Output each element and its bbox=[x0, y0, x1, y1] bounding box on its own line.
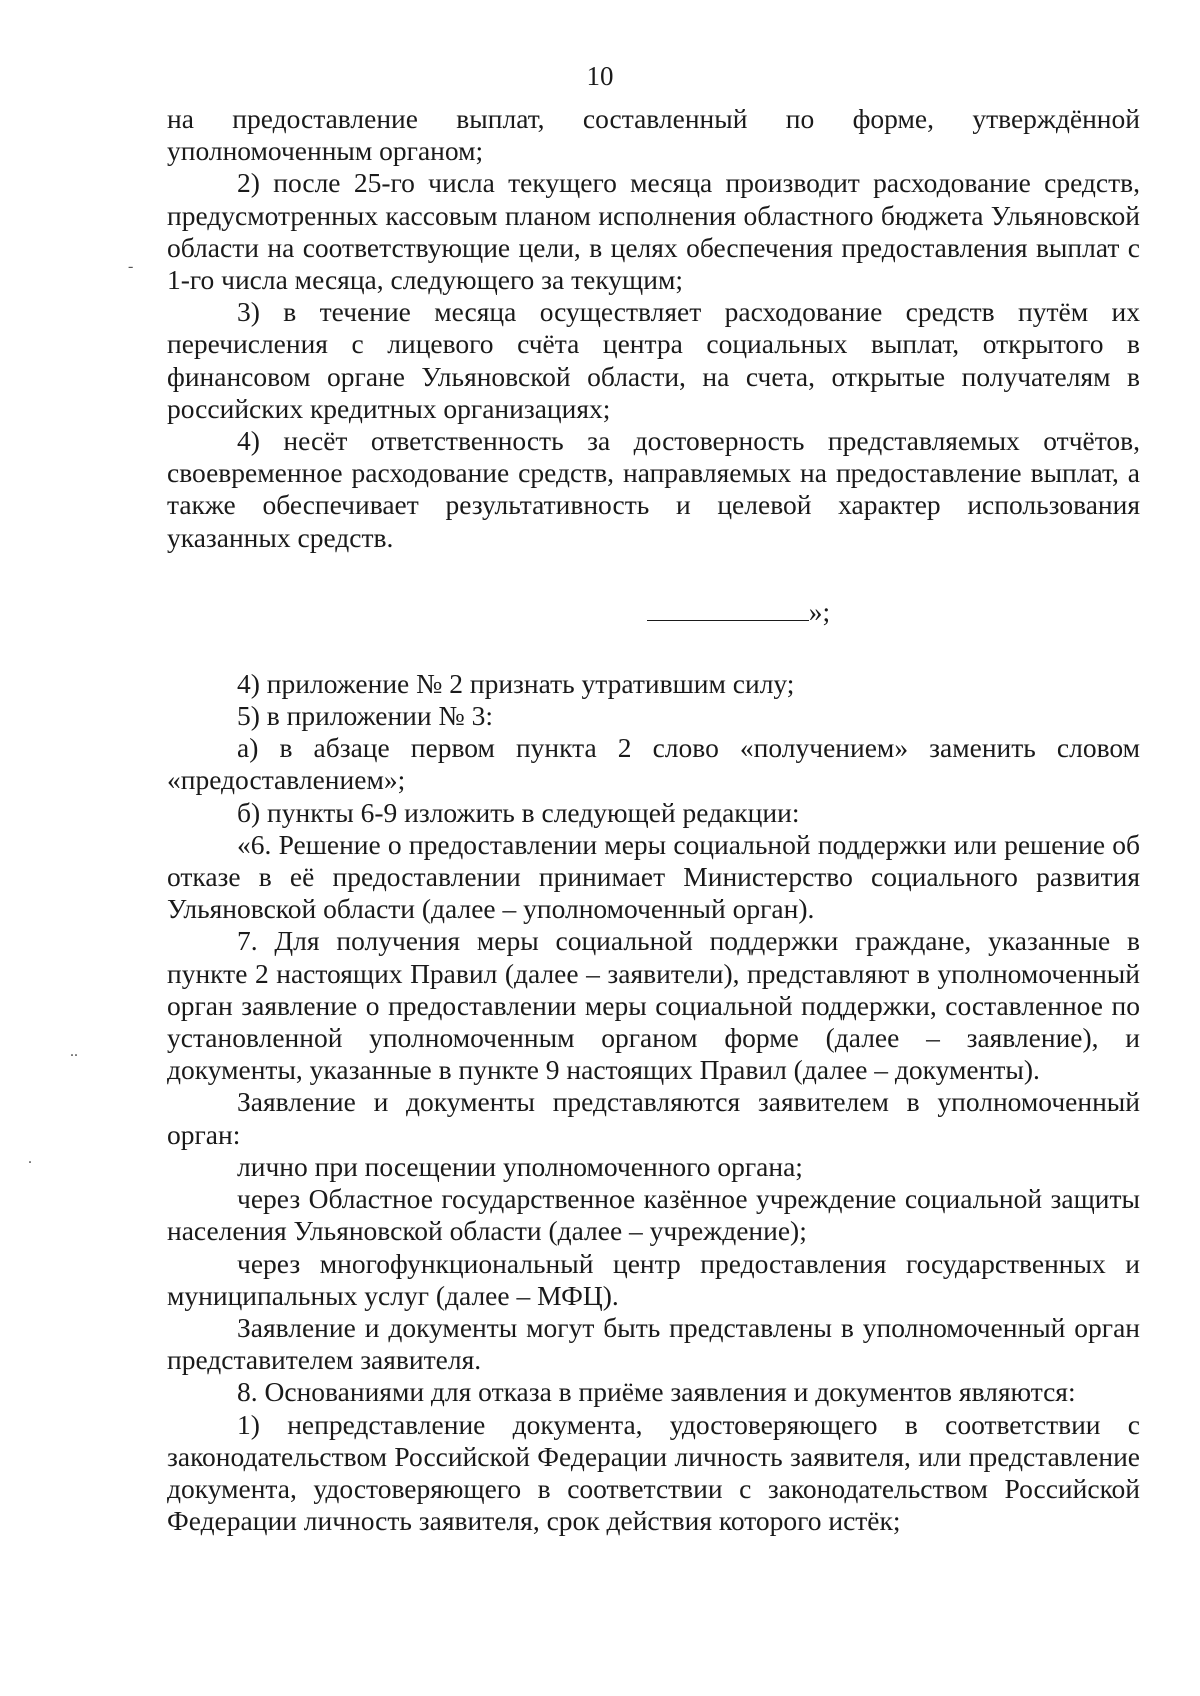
paragraph: лично при посещении уполномоченного органа; bbox=[237, 1150, 803, 1182]
paragraph: а) в абзаце первом пункта 2 слово «получением» заменить словом «предоставлением»; bbox=[167, 732, 1140, 796]
paragraph: 2) после 25-го числа текущего месяца производит расходование средств, предусмотренных кассовым планом исполнения областного бюджета Ульяновской области на соответствующие цели, в целях обеспечения предоставления выплат с 1-го числа месяца, следующего за текущим; bbox=[167, 167, 1140, 296]
closing-rule bbox=[167, 596, 1140, 628]
paragraph: Заявление и документы представляются заявителем в уполномоченный орган: bbox=[167, 1086, 1140, 1150]
paragraph: Заявление и документы могут быть представлены в уполномоченный орган представителем заявителя. bbox=[167, 1311, 1140, 1376]
page-number: 10 bbox=[586, 61, 614, 91]
paragraph: «6. Решение о предоставлении меры социальной поддержки или решение об отказе в её предоставлении принимает Министерство социального развития Ульяновской области (далее – уполномоченный орган). bbox=[167, 828, 1140, 925]
horizontal-rule bbox=[647, 598, 809, 621]
margin-mark: - bbox=[128, 258, 134, 275]
paragraph: 8. Основаниями для отказа в приёме заявления и документов являются: bbox=[237, 1376, 1076, 1408]
closing-quote: »; bbox=[808, 595, 831, 627]
margin-mark: . bbox=[28, 1150, 32, 1167]
paragraph: 1) непредставление документа, удостоверяющего в соответствии с законодательством Российской Федерации личность заявителя, или представление документа, удостоверяющего в соответствии с законодательством Российской Федерации личность заявителя, срок действия которого истёк; bbox=[167, 1408, 1140, 1537]
paragraph: 7. Для получения меры социальной поддержки граждане, указанные в пункте 2 настоящих Правил (далее – заявители), представляют в уполномоченный орган заявление о предоставлении меры социальной поддержки, составленное по установленной уполномоченным органом форме (далее – заявление), и документы, указанные в пункте 9 настоящих Правил (далее – документы). bbox=[167, 925, 1140, 1086]
paragraph: б) пункты 6-9 изложить в следующей редакции: bbox=[237, 796, 800, 828]
paragraph: на предоставление выплат, составленный по форме, утверждённой уполномоченным органом; bbox=[167, 103, 1140, 167]
paragraph: 5) в приложении № 3: bbox=[237, 700, 493, 732]
paragraph: 4) приложение № 2 признать утратившим силу; bbox=[237, 667, 795, 699]
margin-mark: .. bbox=[70, 1043, 78, 1060]
paragraph: 3) в течение месяца осуществляет расходование средств путём их перечисления с лицевого счёта центра социальных выплат, открытого в финансовом органе Ульяновской области, на счета, открытые получателям в российских кредитных организациях; bbox=[167, 296, 1140, 424]
paragraph: через многофункциональный центр предоставления государственных и муниципальных услуг (далее – МФЦ). bbox=[167, 1247, 1140, 1311]
paragraph: через Областное государственное казённое учреждение социальной защиты населения Ульяновской области (далее – учреждение); bbox=[167, 1183, 1140, 1247]
paragraph: 4) несёт ответственность за достоверность представляемых отчётов, своевременное расходование средств, направляемых на предоставление выплат, а также обеспечивает результативность и целевой характер использования указанных средств. bbox=[167, 425, 1140, 553]
document-body bbox=[167, 103, 1140, 1537]
